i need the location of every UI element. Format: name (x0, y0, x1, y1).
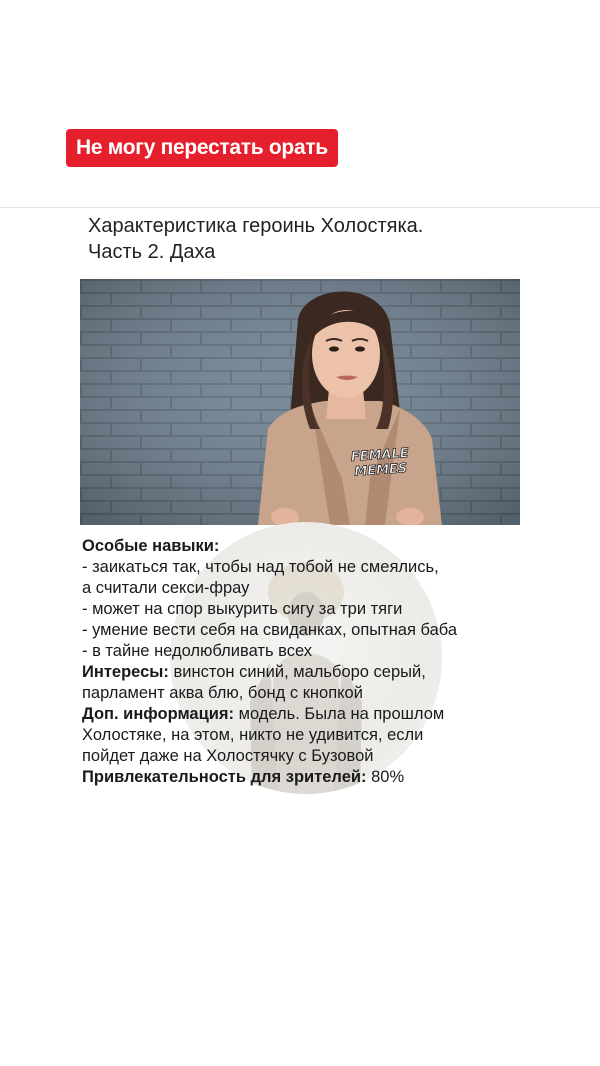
appeal-line (82, 767, 532, 788)
appeal-label: Привлекательность для зрителей: (82, 768, 367, 786)
skills-heading: Особые навыки: (82, 537, 220, 555)
post-body (82, 536, 532, 788)
skills-item: а считали секси-фрау (82, 579, 250, 597)
post-divider (0, 207, 600, 208)
skills-item: - может на спор выкурить сигу за три тяги (82, 600, 403, 618)
interests-line-2: парламент аква блю, бонд с кнопкой (82, 684, 363, 702)
interests-text: винстон синий, мальборо серый, (168, 663, 426, 681)
story-sticker-label[interactable]: Не могу перестать орать (66, 129, 338, 167)
photo-watermark-line-2: MEMES (353, 461, 408, 480)
post-title (88, 213, 528, 265)
skills-item: - умение вести себя на свиданках, опытная баба (82, 621, 457, 639)
interests-line (82, 662, 532, 683)
post-title-line-1: Характеристика героинь Холостяка. (88, 215, 424, 237)
skills-item: - в тайне недолюбливать всех (82, 642, 313, 660)
extra-info-label: Доп. информация: (82, 705, 235, 723)
photo-watermark-line-1: FEMALE (350, 446, 410, 466)
extra-info-line (82, 704, 532, 725)
extra-info-text: модель. Была на прошлом (234, 705, 445, 723)
extra-info-line-2: Холостяке, на этом, никто не удивится, если (82, 726, 424, 744)
extra-info-line-3: пойдет даже на Холостячку с Бузовой (82, 747, 374, 765)
heroine-photo (80, 279, 520, 525)
skills-item: - заикаться так, чтобы над тобой не смеялись, (82, 558, 439, 576)
post-title-line-2: Часть 2. Даха (88, 241, 216, 263)
appeal-value: 80% (366, 768, 405, 786)
interests-label: Интересы: (82, 663, 169, 681)
